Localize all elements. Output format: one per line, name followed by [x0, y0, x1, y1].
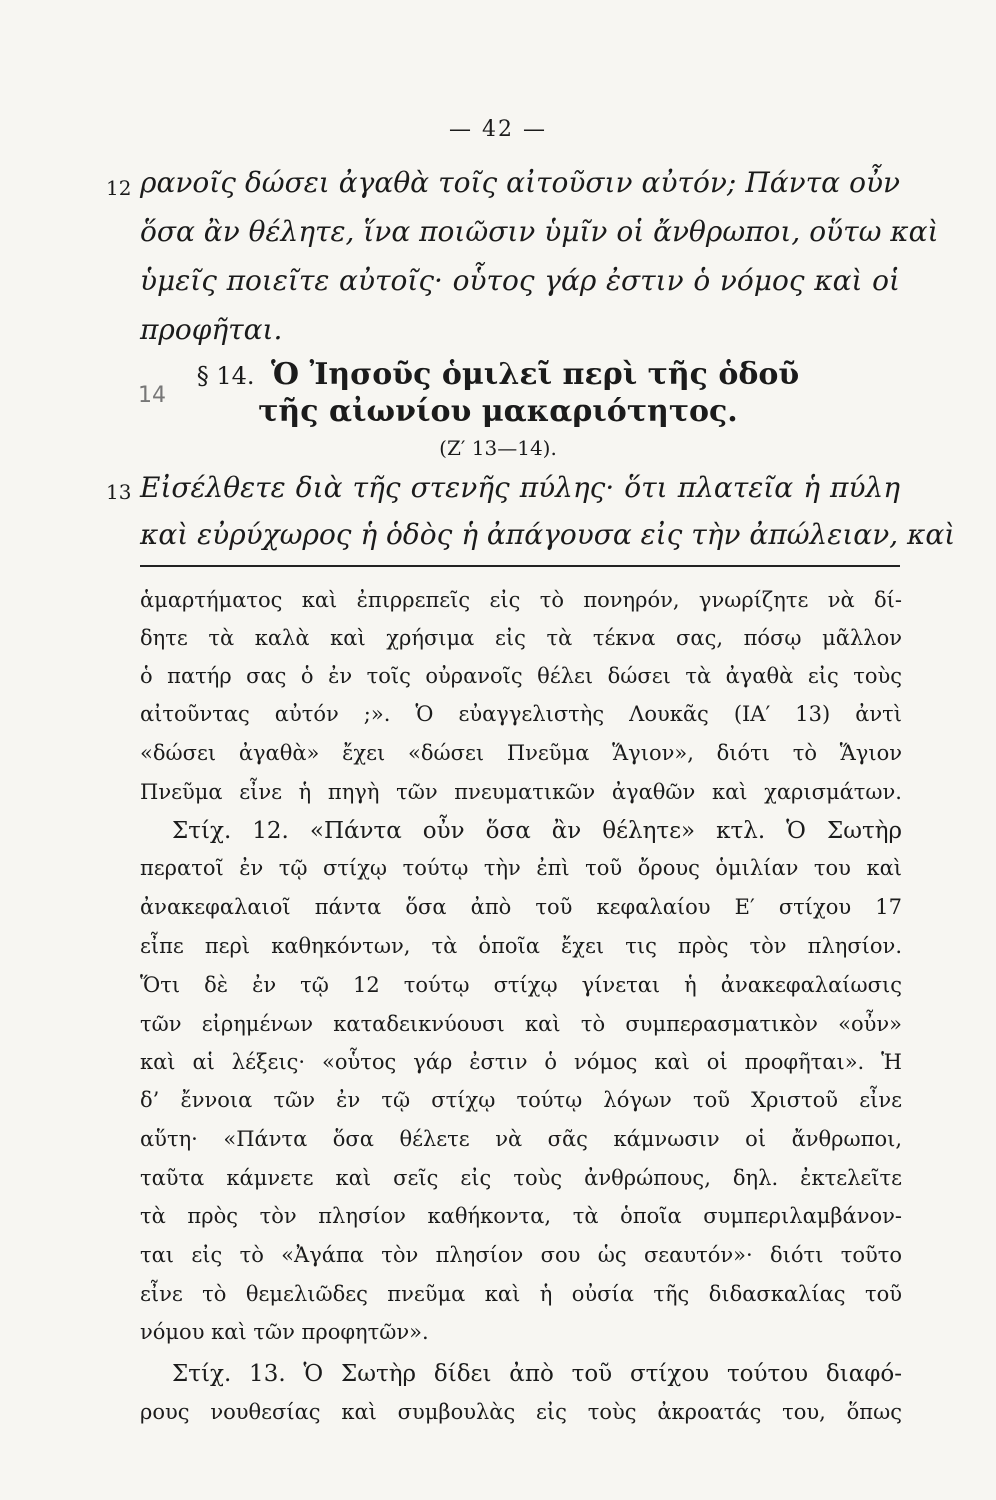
verse-line: καὶ εὐρύχωρος ἡ ὁδὸς ἡ ἀπάγουσα εἰς τὴν ἀπώλειαν, καὶ [140, 518, 956, 551]
verse-line: προφῆται. [140, 313, 283, 346]
commentary-line: καὶ αἱ λέξεις· «οὗτος γάρ ἐστιν ὁ νόμος καὶ οἱ προφῆται». Ἡ [140, 1050, 902, 1074]
commentary-line: εἶνε τὸ θεμελιῶδες πνεῦμα καὶ ἡ οὐσία τῆς διδασκαλίας τοῦ [140, 1282, 902, 1306]
commentary-line: ται εἰς τὸ «Ἀγάπα τὸν πλησίον σου ὡς σεαυτόν»· διότι τοῦτο [140, 1243, 902, 1267]
commentary-line: εἶπε περὶ καθηκόντων, τὰ ὁποῖα ἔχει τις πρὸς τὸν πλησίον. [140, 934, 902, 958]
verse-line: ὅσα ἂν θέλητε, ἵνα ποιῶσιν ὑμῖν οἱ ἄνθρωποι, οὕτω καὶ [140, 215, 939, 248]
footnote-divider [140, 565, 900, 567]
commentary-line: ἁμαρτήματος καὶ ἐπιρρεπεῖς εἰς τὸ πονηρόν, γνωρίζητε νὰ δί- [140, 588, 902, 612]
verse-number: 12 [106, 176, 132, 200]
page-number: — 42 — [449, 117, 547, 142]
commentary-line: Πνεῦμα εἶνε ἡ πηγὴ τῶν πνευματικῶν ἀγαθῶν καὶ χαρισμάτων. [140, 780, 902, 804]
verse-line: ρανοῖς δώσει ἀγαθὰ τοῖς αἰτοῦσιν αὐτόν; Πάντα οὖν [140, 166, 900, 199]
commentary-line: Στίχ. 12. «Πάντα οὖν ὅσα ἂν θέλητε» κτλ. Ὁ Σωτὴρ [172, 818, 902, 844]
commentary-line: τῶν εἰρημένων καταδεικνύουσι καὶ τὸ συμπερασματικὸν «οὖν» [140, 1012, 902, 1036]
commentary-line: Στίχ. 13. Ὁ Σωτὴρ δίδει ἀπὸ τοῦ στίχου τούτου διαφό- [172, 1361, 902, 1387]
section-title-line2: τῆς αἰωνίου μακαριότητος. [258, 394, 738, 429]
section-symbol: § 14. [196, 362, 255, 390]
commentary-line: αἰτοῦντας αὐτόν ;». Ὁ εὐαγγελιστὴς Λουκᾶς (ΙΑ′ 13) ἀντὶ [140, 702, 902, 726]
commentary-line: ρους νουθεσίας καὶ συμβουλὰς εἰς τοὺς ἀκροατάς του, ὅπως [140, 1400, 902, 1424]
commentary-line: τὰ πρὸς τὸν πλησίον καθήκοντα, τὰ ὁποῖα συμπεριλαμβάνον- [140, 1204, 902, 1228]
verse-line: Εἰσέλθετε διὰ τῆς στενῆς πύλης· ὅτι πλατεῖα ἡ πύλη [140, 471, 900, 504]
commentary-line: ὁ πατήρ σας ὁ ἐν τοῖς οὐρανοῖς θέλει δώσει τὰ ἀγαθὰ εἰς τοὺς [140, 664, 902, 688]
commentary-line: Ὅτι δὲ ἐν τῷ 12 τούτῳ στίχῳ γίνεται ἡ ἀνακεφαλαίωσις [140, 973, 902, 997]
verse-number: 13 [106, 480, 132, 504]
commentary-line: ταῦτα κάμνετε καὶ σεῖς εἰς τοὺς ἀνθρώπους, δηλ. ἐκτελεῖτε [140, 1166, 902, 1190]
commentary-line: νόμου καὶ τῶν προφητῶν». [140, 1320, 429, 1344]
verse-line: ὑμεῖς ποιεῖτε αὐτοῖς· οὗτος γάρ ἐστιν ὁ νόμος καὶ οἱ [140, 264, 900, 297]
commentary-line: δητε τὰ καλὰ καὶ χρήσιμα εἰς τὰ τέκνα σας, πόσῳ μᾶλλον [140, 626, 902, 650]
commentary-line: δ’ ἔννοια τῶν ἐν τῷ στίχῳ τούτῳ λόγων τοῦ Χριστοῦ εἶνε [140, 1088, 902, 1112]
section-title-line1: Ὁ Ἰησοῦς ὁμιλεῖ περὶ τῆς ὁδοῦ [271, 357, 800, 392]
commentary-line: «δώσει ἀγαθὰ» ἔχει «δώσει Πνεῦμα Ἅγιον», διότι τὸ Ἅγιον [140, 741, 902, 765]
section-reference: (Ζ′ 13—14). [439, 436, 557, 460]
commentary-line: περατοῖ ἐν τῷ στίχῳ τούτῳ τὴν ἐπὶ τοῦ ὄρους ὁμιλίαν του καὶ [140, 856, 902, 880]
commentary-line: ἀνακεφαλαιοῖ πάντα ὅσα ἀπὸ τοῦ κεφαλαίου Ε′ στίχου 17 [140, 895, 902, 919]
commentary-line: αὕτη· «Πάντα ὅσα θέλετε νὰ σᾶς κάμνωσιν οἱ ἄνθρωποι, [140, 1127, 902, 1151]
margin-note: 14 [138, 383, 166, 408]
